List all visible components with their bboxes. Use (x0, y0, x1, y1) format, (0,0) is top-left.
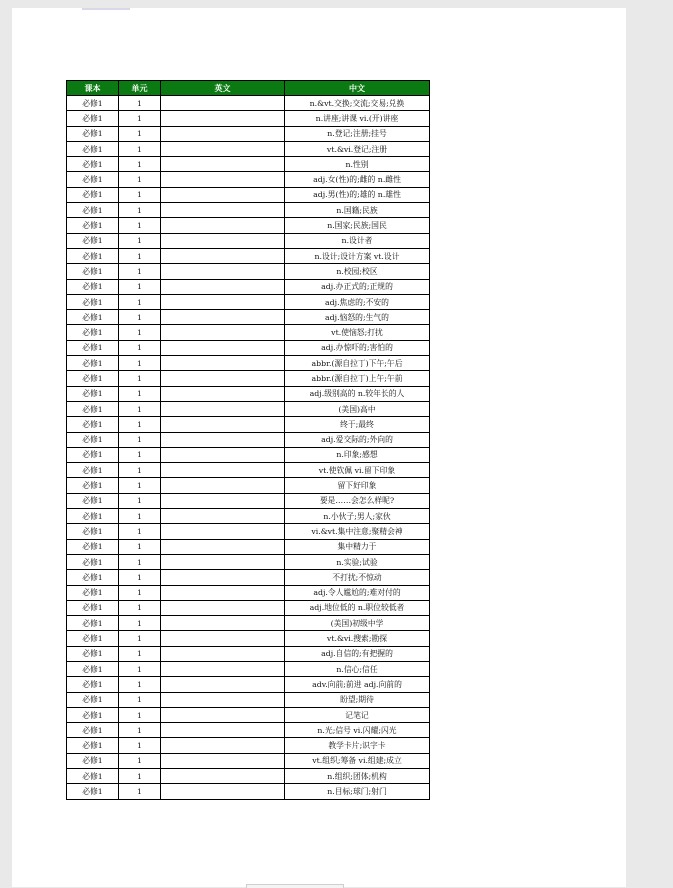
cell-chinese: n.印象;感想 (285, 447, 430, 462)
cell-textbook: 必修1 (67, 646, 119, 661)
cell-chinese: adj.恼怒的;生气的 (285, 310, 430, 325)
cell-textbook: 必修1 (67, 141, 119, 156)
cell-english (161, 723, 285, 738)
cell-unit: 1 (119, 248, 161, 263)
cell-english (161, 157, 285, 172)
cell-textbook: 必修1 (67, 218, 119, 233)
cell-textbook: 必修1 (67, 187, 119, 202)
cell-unit: 1 (119, 141, 161, 156)
cell-chinese: 留下好印象 (285, 478, 430, 493)
cell-chinese: adj.爱交际的;外向的 (285, 432, 430, 447)
table-row (67, 707, 430, 722)
cell-unit: 1 (119, 631, 161, 646)
table-row (67, 478, 430, 493)
cell-english (161, 233, 285, 248)
cell-chinese: n.国家;民族;国民 (285, 218, 430, 233)
cell-textbook: 必修1 (67, 126, 119, 141)
vocabulary-table (66, 80, 430, 800)
cell-chinese: n.&vt.交换;交流;交易;兑换 (285, 96, 430, 111)
cell-english (161, 570, 285, 585)
table-row (67, 692, 430, 707)
cell-textbook: 必修1 (67, 509, 119, 524)
cell-textbook: 必修1 (67, 539, 119, 554)
cell-unit: 1 (119, 661, 161, 676)
cell-chinese: vt.&vi.搜索;勘探 (285, 631, 430, 646)
table-row (67, 539, 430, 554)
cell-textbook: 必修1 (67, 524, 119, 539)
table-row (67, 141, 430, 156)
cell-chinese: vt.使恼怒;打扰 (285, 325, 430, 340)
cell-unit: 1 (119, 463, 161, 478)
table-row (67, 570, 430, 585)
cell-unit: 1 (119, 218, 161, 233)
cell-chinese: n.登记;注册;挂号 (285, 126, 430, 141)
table-row (67, 753, 430, 768)
cell-chinese: adj.地位低的 n.职位较低者 (285, 600, 430, 615)
cell-chinese: adj.女(性)的;雌的 n.雌性 (285, 172, 430, 187)
table-row (67, 463, 430, 478)
cell-textbook: 必修1 (67, 753, 119, 768)
cell-chinese: n.目标;球门;射门 (285, 784, 430, 799)
cell-textbook: 必修1 (67, 631, 119, 646)
cell-english (161, 539, 285, 554)
cell-english (161, 784, 285, 799)
cell-english (161, 738, 285, 753)
table-row (67, 493, 430, 508)
cell-textbook: 必修1 (67, 157, 119, 172)
cell-english (161, 279, 285, 294)
cell-english (161, 203, 285, 218)
cell-unit: 1 (119, 524, 161, 539)
cell-english (161, 432, 285, 447)
table-row (67, 769, 430, 784)
cell-unit: 1 (119, 677, 161, 692)
header-chinese: 中文 (285, 81, 430, 96)
cell-textbook: 必修1 (67, 432, 119, 447)
table-row (67, 554, 430, 569)
cell-textbook: 必修1 (67, 554, 119, 569)
cell-english (161, 646, 285, 661)
cell-english (161, 294, 285, 309)
table-row (67, 616, 430, 631)
cell-textbook: 必修1 (67, 661, 119, 676)
cell-unit: 1 (119, 356, 161, 371)
cell-chinese: 终于;最终 (285, 417, 430, 432)
bottom-scroll-tab[interactable] (246, 884, 344, 888)
table-row (67, 96, 430, 111)
cell-chinese: abbr.(源自拉丁)上午;午前 (285, 371, 430, 386)
table-row (67, 738, 430, 753)
table-row (67, 646, 430, 661)
cell-unit: 1 (119, 554, 161, 569)
cell-english (161, 417, 285, 432)
cell-textbook: 必修1 (67, 203, 119, 218)
cell-unit: 1 (119, 187, 161, 202)
cell-unit: 1 (119, 417, 161, 432)
table-row (67, 340, 430, 355)
table-row (67, 111, 430, 126)
cell-textbook: 必修1 (67, 172, 119, 187)
cell-unit: 1 (119, 233, 161, 248)
cell-chinese: n.信心;信任 (285, 661, 430, 676)
table-row (67, 203, 430, 218)
cell-textbook: 必修1 (67, 769, 119, 784)
header-textbook: 课本 (67, 81, 119, 96)
document-page (12, 8, 626, 887)
cell-english (161, 264, 285, 279)
cell-english (161, 218, 285, 233)
cell-english (161, 524, 285, 539)
cell-english (161, 310, 285, 325)
cell-english (161, 707, 285, 722)
cell-textbook: 必修1 (67, 233, 119, 248)
cell-textbook: 必修1 (67, 585, 119, 600)
cell-textbook: 必修1 (67, 478, 119, 493)
cell-textbook: 必修1 (67, 600, 119, 615)
cell-unit: 1 (119, 692, 161, 707)
cell-textbook: 必修1 (67, 447, 119, 462)
cell-english (161, 325, 285, 340)
table-row (67, 600, 430, 615)
cell-english (161, 753, 285, 768)
cell-chinese: vi.&vt.集中注意;聚精会神 (285, 524, 430, 539)
cell-english (161, 631, 285, 646)
cell-chinese: 不打扰;不惊动 (285, 570, 430, 585)
cell-chinese: 教学卡片;识字卡 (285, 738, 430, 753)
cell-chinese: 盼望;期待 (285, 692, 430, 707)
table-row (67, 264, 430, 279)
cell-chinese: n.国籍;民族 (285, 203, 430, 218)
cell-chinese: adv.向前;前进 adj.向前的 (285, 677, 430, 692)
cell-unit: 1 (119, 126, 161, 141)
cell-unit: 1 (119, 310, 161, 325)
cell-english (161, 661, 285, 676)
cell-textbook: 必修1 (67, 279, 119, 294)
cell-unit: 1 (119, 401, 161, 416)
table-row (67, 784, 430, 799)
cell-textbook: 必修1 (67, 493, 119, 508)
cell-unit: 1 (119, 447, 161, 462)
cell-chinese: adj.办正式的;正规的 (285, 279, 430, 294)
cell-chinese: (美国)初级中学 (285, 616, 430, 631)
cell-unit: 1 (119, 646, 161, 661)
table-row (67, 233, 430, 248)
cell-english (161, 371, 285, 386)
cell-unit: 1 (119, 616, 161, 631)
cell-english (161, 126, 285, 141)
cell-chinese: n.校园;校区 (285, 264, 430, 279)
cell-chinese: vt.组织;筹备 vi.组建;成立 (285, 753, 430, 768)
cell-english (161, 340, 285, 355)
cell-unit: 1 (119, 585, 161, 600)
cell-chinese: n.性别 (285, 157, 430, 172)
cell-textbook: 必修1 (67, 371, 119, 386)
cell-english (161, 172, 285, 187)
table-row (67, 509, 430, 524)
top-page-marker (82, 8, 130, 10)
cell-unit: 1 (119, 203, 161, 218)
cell-textbook: 必修1 (67, 356, 119, 371)
cell-english (161, 248, 285, 263)
cell-unit: 1 (119, 294, 161, 309)
table-row (67, 585, 430, 600)
cell-unit: 1 (119, 478, 161, 493)
cell-unit: 1 (119, 279, 161, 294)
cell-english (161, 600, 285, 615)
cell-chinese: adj.焦虑的;不安的 (285, 294, 430, 309)
table-row (67, 279, 430, 294)
cell-english (161, 356, 285, 371)
cell-textbook: 必修1 (67, 340, 119, 355)
table-row (67, 524, 430, 539)
cell-unit: 1 (119, 325, 161, 340)
cell-chinese: adj.办惊吓的;害怕的 (285, 340, 430, 355)
table-row (67, 356, 430, 371)
table-body (67, 96, 430, 800)
cell-english (161, 111, 285, 126)
cell-english (161, 141, 285, 156)
cell-unit: 1 (119, 570, 161, 585)
table-header-row (67, 81, 430, 96)
table-row (67, 386, 430, 401)
cell-textbook: 必修1 (67, 616, 119, 631)
cell-chinese: 要是……会怎么样呢? (285, 493, 430, 508)
table-row (67, 126, 430, 141)
table-row (67, 187, 430, 202)
cell-english (161, 447, 285, 462)
cell-chinese: n.设计者 (285, 233, 430, 248)
table-row (67, 401, 430, 416)
cell-unit: 1 (119, 264, 161, 279)
cell-unit: 1 (119, 493, 161, 508)
table-row (67, 310, 430, 325)
table-row (67, 432, 430, 447)
cell-chinese: 记笔记 (285, 707, 430, 722)
table-row (67, 677, 430, 692)
cell-textbook: 必修1 (67, 707, 119, 722)
cell-english (161, 692, 285, 707)
cell-chinese: n.光;信号 vi.闪耀;闪光 (285, 723, 430, 738)
table-row (67, 218, 430, 233)
cell-textbook: 必修1 (67, 310, 119, 325)
cell-textbook: 必修1 (67, 386, 119, 401)
cell-chinese: 集中精力于 (285, 539, 430, 554)
cell-textbook: 必修1 (67, 96, 119, 111)
cell-unit: 1 (119, 723, 161, 738)
table-row (67, 661, 430, 676)
cell-unit: 1 (119, 769, 161, 784)
cell-textbook: 必修1 (67, 325, 119, 340)
table-row (67, 248, 430, 263)
cell-textbook: 必修1 (67, 264, 119, 279)
cell-unit: 1 (119, 753, 161, 768)
cell-textbook: 必修1 (67, 692, 119, 707)
table-row (67, 723, 430, 738)
cell-chinese: n.小伙子;男人;家伙 (285, 509, 430, 524)
cell-unit: 1 (119, 600, 161, 615)
cell-unit: 1 (119, 707, 161, 722)
cell-chinese: n.实验;试验 (285, 554, 430, 569)
cell-unit: 1 (119, 386, 161, 401)
cell-unit: 1 (119, 539, 161, 554)
table-row (67, 417, 430, 432)
cell-chinese: vt.&vi.登记;注册 (285, 141, 430, 156)
cell-chinese: n.组织;团体;机构 (285, 769, 430, 784)
cell-unit: 1 (119, 509, 161, 524)
cell-english (161, 616, 285, 631)
header-english: 英文 (161, 81, 285, 96)
cell-chinese: n.设计;设计方案 vt.设计 (285, 248, 430, 263)
table-row (67, 325, 430, 340)
cell-textbook: 必修1 (67, 294, 119, 309)
cell-textbook: 必修1 (67, 248, 119, 263)
cell-unit: 1 (119, 340, 161, 355)
cell-english (161, 585, 285, 600)
cell-chinese: adj.自信的;有把握的 (285, 646, 430, 661)
table-row (67, 447, 430, 462)
cell-chinese: adj.令人尴尬的;难对付的 (285, 585, 430, 600)
table-row (67, 172, 430, 187)
table-row (67, 157, 430, 172)
cell-english (161, 769, 285, 784)
table-row (67, 631, 430, 646)
cell-chinese: adj.级别高的 n.较年长的人 (285, 386, 430, 401)
cell-unit: 1 (119, 784, 161, 799)
cell-english (161, 96, 285, 111)
cell-chinese: (美国)高中 (285, 401, 430, 416)
cell-textbook: 必修1 (67, 738, 119, 753)
cell-textbook: 必修1 (67, 784, 119, 799)
cell-unit: 1 (119, 432, 161, 447)
cell-chinese: vt.使钦佩 vi.留下印象 (285, 463, 430, 478)
cell-english (161, 677, 285, 692)
cell-english (161, 509, 285, 524)
cell-unit: 1 (119, 738, 161, 753)
cell-unit: 1 (119, 157, 161, 172)
cell-english (161, 386, 285, 401)
table-row (67, 371, 430, 386)
cell-textbook: 必修1 (67, 677, 119, 692)
cell-textbook: 必修1 (67, 723, 119, 738)
cell-chinese: n.讲座;讲课 vi.(开)讲座 (285, 111, 430, 126)
header-unit: 单元 (119, 81, 161, 96)
cell-chinese: adj.男(性)的;雄的 n.雄性 (285, 187, 430, 202)
cell-textbook: 必修1 (67, 463, 119, 478)
cell-english (161, 401, 285, 416)
cell-english (161, 187, 285, 202)
cell-textbook: 必修1 (67, 417, 119, 432)
cell-chinese: abbr.(源自拉丁)下午;午后 (285, 356, 430, 371)
table-row (67, 294, 430, 309)
cell-english (161, 463, 285, 478)
cell-unit: 1 (119, 172, 161, 187)
cell-textbook: 必修1 (67, 111, 119, 126)
cell-english (161, 554, 285, 569)
cell-unit: 1 (119, 96, 161, 111)
cell-english (161, 478, 285, 493)
cell-unit: 1 (119, 111, 161, 126)
cell-unit: 1 (119, 371, 161, 386)
cell-english (161, 493, 285, 508)
cell-textbook: 必修1 (67, 401, 119, 416)
cell-textbook: 必修1 (67, 570, 119, 585)
